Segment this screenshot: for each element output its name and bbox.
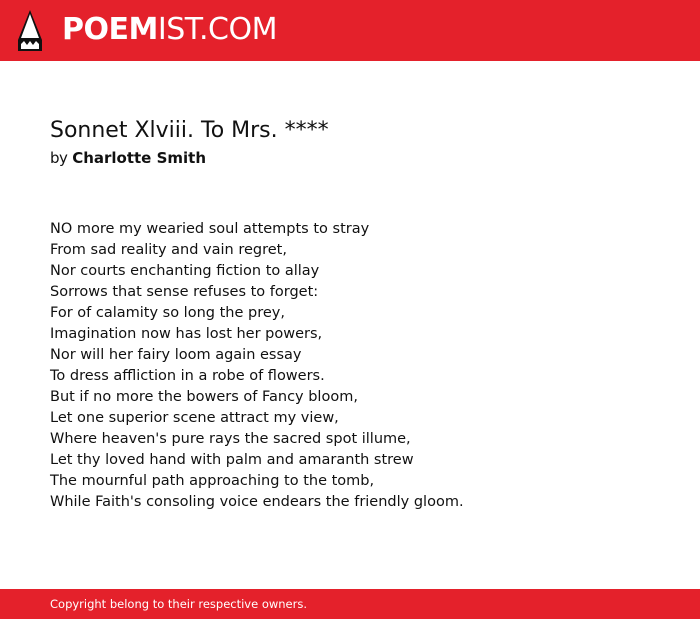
poem-line: Where heaven's pure rays the sacred spot illume, <box>50 431 411 447</box>
poem-heading <box>50 115 670 169</box>
poem-line: The mournful path approaching to the tomb, <box>50 473 375 489</box>
site-header <box>0 0 700 61</box>
poem-body <box>50 219 670 513</box>
poem-line: For of calamity so long the prey, <box>50 305 285 321</box>
by-label: by <box>50 149 68 167</box>
pen-nib-icon <box>17 10 43 51</box>
poem-line: To dress affliction in a robe of flowers. <box>50 368 325 384</box>
poem-line: Let one superior scene attract my view, <box>50 410 339 426</box>
poem-line: Nor will her fairy loom again essay <box>50 347 302 363</box>
byline <box>50 147 670 169</box>
poem-line: While Faith's consoling voice endears the friendly gloom. <box>50 494 464 510</box>
logo-bold: POEM <box>62 12 158 47</box>
copyright-text: Copyright belong to their respective owners. <box>50 597 308 611</box>
poem-line: From sad reality and vain regret, <box>50 242 287 258</box>
poem-line: Imagination now has lost her powers, <box>50 326 323 342</box>
author-link[interactable]: Charlotte Smith <box>72 149 207 167</box>
logo-light: IST.COM <box>157 12 277 47</box>
poem-line: Nor courts enchanting fiction to allay <box>50 263 320 279</box>
logo-link[interactable] <box>0 0 277 61</box>
poem-title: Sonnet Xlviii. To Mrs. **** <box>50 118 329 143</box>
poem-line: Let thy loved hand with palm and amaranth strew <box>50 452 414 468</box>
site-footer <box>0 589 700 619</box>
poem-line: Sorrows that sense refuses to forget: <box>50 284 319 300</box>
logo-text <box>62 12 277 48</box>
poem-line: But if no more the bowers of Fancy bloom, <box>50 389 358 405</box>
poem-line: NO more my wearied soul attempts to stray <box>50 221 370 237</box>
